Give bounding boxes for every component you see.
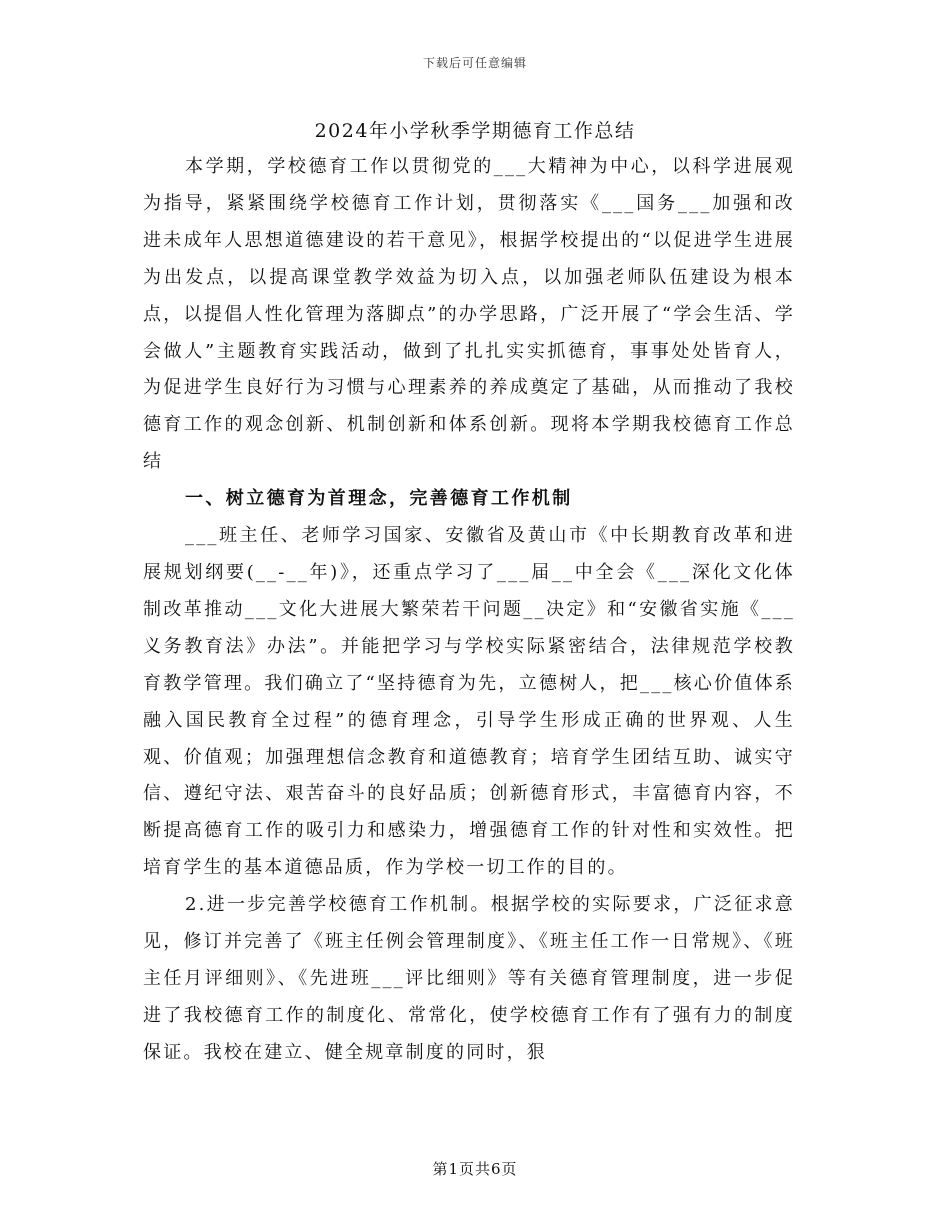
section-heading-1: 一、树立德育为首理念，完善德育工作机制	[185, 488, 573, 510]
intro-paragraph: 本学期，学校德育工作以贯彻党的___大精神为中心，以科学进展观为指导，紧紧围绕学校德育工作计划，贯彻落实《___国务___加强和改进未成年人思想道德建设的若干意见》，根据学校提出的“以促进学生进展为出发点，以提高课堂教学效益为切入点，以加强老师队伍建设为根本点，以提倡人性化管理为落脚点”的办学思路，广泛开展了“学会生活、学会做人”主题教育实践活动，做到了扎扎实实抓德育，事事处处皆育人，为促进学生良好行为习惯与心理素养的养成奠定了基础，从而推动了我校德育工作的观念创新、机制创新和体系创新。现将本学期我校德育工作总结	[143, 156, 795, 473]
document-body	[143, 149, 795, 1072]
section-1-paragraph: ___班主任、老师学习国家、安徽省及黄山市《中长期教育改革和进展规划纲要(__-__年)》，还重点学习了___届__中全会《___深化文化体制改革推动___文化大进展大繁荣若干问题__决定》和“安徽省实施《___义务教育法》办法”。并能把学习与学校实际紧密结合，法律规范学校教育教学管理。我们确立了“坚持德育为先，立德树人，把___核心价值体系融入国民教育全过程”的德育理念，引导学生形成正确的世界观、人生观、价值观；加强理想信念教育和道德教育；培育学生团结互助、诚实守信、遵纪守法、艰苦奋斗的良好品质；创新德育形式，丰富德育内容，不断提高德育工作的吸引力和感染力，增强德育工作的针对性和实效性。把培育学生的基本道德品质，作为学校一切工作的目的。	[143, 525, 795, 879]
section-1-item-2-paragraph: 2.进一步完善学校德育工作机制。根据学校的实际要求，广泛征求意见，修订并完善了《班主任例会管理制度》、《班主任工作一日常规》、《班主任月评细则》、《先进班___评比细则》等有关德育管理制度，进一步促进了我校德育工作的制度化、常常化，使学校德育工作有了强有力的制度保证。我校在建立、健全规章制度的同时，狠	[143, 894, 795, 1063]
document-title: 2024年小学秋季学期德育工作总结	[314, 120, 636, 142]
page-number: 第1页共6页	[432, 1160, 518, 1178]
download-note: 下载后可任意编辑	[422, 56, 527, 70]
